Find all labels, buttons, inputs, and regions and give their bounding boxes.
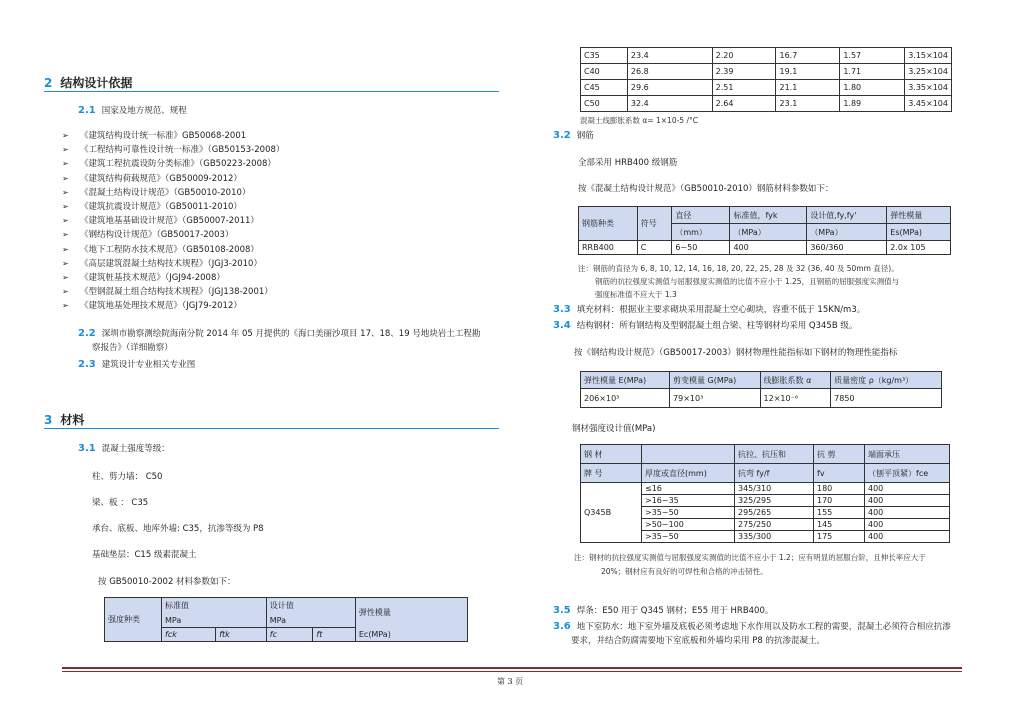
table-header: （刨平顶紧）fce [865,464,950,483]
standard-text: 《建筑地基处理技术规范》（JGJ79-2012） [80,301,242,312]
table-row [581,64,952,80]
arrow-bullet-icon: ➢ [62,159,69,169]
table-cell: 400 [865,519,950,531]
table-cell: 2.20 [712,48,776,64]
table-cell: 1.57 [840,48,905,64]
table-header: 钢筋种类 [579,207,638,241]
subsection-text: 国家及地方规范、规程 [101,106,187,116]
table-cell: 7850 [831,389,942,408]
table-header: 厚度或直径(mm) [642,464,735,483]
rebar-table [578,206,951,255]
table-cell: 79×10³ [670,389,761,408]
table-cell: 1.89 [840,96,905,112]
arrow-bullet-icon: ➢ [62,230,69,240]
arrow-bullet-icon: ➢ [62,272,69,282]
section-divider [44,91,499,92]
table-cell: 335/300 [735,531,814,543]
table-header: 弹性模量 [887,207,951,224]
table-cell: 295/265 [735,507,814,519]
table-cell: 2.0x 105 [887,241,951,255]
steel-strength-table [580,444,950,543]
table-cell: RRB400 [579,241,638,255]
table-header: 钢 材 [581,445,642,464]
table-header-unit: （MPa） [730,224,807,241]
table-cell: 3.15×104 [905,48,952,64]
standard-text: 《钢结构设计规范》（GB50017-2003） [80,230,234,241]
table-cell: 3.45×104 [905,96,952,112]
concrete-param-table [104,597,468,642]
steel-note: 20%；钢材应有良好的可焊性和合格的冲击韧性。 [601,567,768,576]
subsection-text: 地下室防水：地下室外墙及底板必须考虑地下水作用以及防水工程的需要，混凝土必须符合相应抗渗 [576,622,951,632]
footer-rule [62,667,962,669]
table-cell: 6~50 [672,241,730,255]
table-cell: 2.39 [712,64,776,80]
table-header-unit: MPa [266,614,355,628]
subsection-number: 3.4 [553,320,571,331]
standard-list-item [62,172,284,186]
standard-text: 《建筑结构荷载规范》（GB50009-2012） [80,173,242,184]
table-cell: C50 [581,96,628,112]
steel-props-table [580,371,942,408]
table-cell: 206×10³ [581,389,670,408]
standard-text: 《建筑地基基础设计规范》（GB50007-2011） [80,216,259,227]
table-header-unit: （MPa） [807,224,887,241]
steel-strength-title: 钢材强度设计值(MPa) [572,424,656,434]
subsection-number: 2.1 [78,105,96,116]
subsection-text: 建筑设计专业相关专业图 [101,360,196,370]
subsection-text: 深圳市勘察测绘院海南分院 2014 年 05 月提供的《海口美丽沙项目 17、18、19 号地块岩土工程勘 [101,329,481,339]
table-row [581,80,952,96]
arrow-bullet-icon: ➢ [62,216,69,226]
table-header: 符号 [637,207,672,241]
subsection-text: 混凝土强度等级： [101,444,170,454]
table-cell: 400 [865,531,950,543]
table-cell: 275/250 [735,519,814,531]
table-header-unit: Es(MPa) [887,224,951,241]
table-header-sub: fck [162,628,216,642]
table-cell: 2.64 [712,96,776,112]
table-header: 抗拉、抗压和 [735,445,814,464]
section-divider [44,428,499,429]
section-2-heading [44,74,132,91]
table-header: fv [814,464,865,483]
standard-list-item [62,186,284,200]
rebar-note: 注：钢筋的直径为 6, 8, 10, 12, 14, 16, 18, 20, 22, 25, 28 及 32 (36, 40 及 50mm 直径)。 [578,264,899,273]
subsection-number: 3.6 [553,621,571,632]
table-cell: 325/295 [735,495,814,507]
table-cell: 170 [814,495,865,507]
standard-list-item [62,228,284,242]
table-row [581,48,952,64]
table-cell: 175 [814,531,865,543]
subsection-3-5 [553,604,773,616]
table-cell: >16~35 [642,495,735,507]
table-cell: 400 [865,495,950,507]
table-cell: 1.80 [840,80,905,96]
table-cell: ≤16 [642,483,735,495]
subsection-text-cont: 要求，并结合防腐需要地下室底板和外墙均采用 P8 的抗渗混凝土。 [571,636,825,646]
subsection-3-2 [553,129,594,141]
subsection-3-6 [553,620,993,648]
standard-list-item [62,157,284,171]
table-header: 标准值 [162,598,267,614]
concrete-grade-line: 基础垫层：C15 级素混凝土 [92,550,197,560]
standard-text: 《建筑桩基技术规范》（JGJ94-2008） [80,272,225,283]
subsection-number: 3.3 [553,304,571,315]
table-cell: 26.8 [627,64,712,80]
standard-text: 《建筑工程抗震设防分类标准》（GB50223-2008） [80,159,276,170]
standard-list-item [62,214,284,228]
table-header: 剪变模量 G(MPa) [670,372,761,389]
subsection-text: 焊条：E50 用于 Q345 钢材；E55 用于 HRB400。 [576,606,774,616]
table-cell: 155 [814,507,865,519]
subsection-number: 2.2 [78,328,96,339]
standard-text: 《地下工程防水技术规范》（GB50108-2008） [80,244,259,255]
concrete-grade-line: 柱、剪力墙： C50 [92,472,163,482]
table-cell: 29.6 [627,80,712,96]
standard-text: 《高层建筑混凝土结构技术规程》（JGJ3-2010） [80,258,262,269]
table-cell: >50~100 [642,519,735,531]
standard-list-item [62,271,284,285]
subsection-3-4 [553,319,857,331]
subsection-text: 钢筋 [576,131,594,141]
subsection-text: 结构钢材：所有钢结构及型钢混凝土组合梁、柱等钢材均采用 Q345B 级。 [576,321,858,331]
subsection-text-cont: 察报告》（详细勘察） [92,343,173,353]
table-header: 设计值,fy,fy' [807,207,887,224]
table-cell: 23.1 [776,96,840,112]
standard-text: 《型钢混凝土组合结构技术规程》（JGJ138-2001） [80,287,273,298]
table-header-unit: Ec(MPa) [355,628,467,642]
table-header: 抗弯 fy/f [735,464,814,483]
subsection-number: 3.5 [553,605,571,616]
standard-list-item [62,285,284,299]
steel-grade-cell: Q345B [581,483,642,543]
table-header-sub: fc [266,628,313,642]
table-cell: 360/360 [807,241,887,255]
table-cell: C [637,241,672,255]
table-cell: 23.4 [627,48,712,64]
arrow-bullet-icon: ➢ [62,145,69,155]
standard-text: 《建筑抗震设计规范》（GB50011-2010） [80,201,242,212]
table-header: 线膨胀系数 α [760,372,831,389]
steel-note: 注：钢材的抗拉强度实测值与屈服强度实测值的比值不应小于 1.2；应有明显的屈服台阶，且伸长率应大于 [574,553,926,562]
section-number: 2 [44,76,53,90]
rebar-note: 钢筋的抗拉强度实测值与屈服强度实测值的比值不应小于 1.25，且钢筋的屈服强度实测值与 [595,277,900,286]
standard-text: 《建筑结构设计统一标准》GB50068-2001 [80,131,247,141]
section-number: 3 [44,413,53,427]
standards-list [62,129,284,313]
table-cell: 180 [814,483,865,495]
table-cell: 21.1 [776,80,840,96]
table-header: 质量密度 ρ（kg/m³） [831,372,942,389]
subsection-number: 3.2 [553,130,571,141]
concrete-grade-line: 承台、底板、地库外墙: C35，抗渗等级为 P8 [92,524,264,534]
footer-rule-thin [62,671,962,672]
standard-list-item [62,299,284,313]
table-header: 牌 号 [581,464,642,483]
arrow-bullet-icon: ➢ [62,287,69,297]
steel-props-intro: 按《钢结构设计规范》（GB50017-2003）钢材物理性能指标如下钢材的物理性能指标 [574,348,898,358]
table-header-unit: MPa [162,614,267,628]
table-cell: 19.1 [776,64,840,80]
subsection-3-1 [78,442,170,454]
subsection-2-1 [78,104,187,116]
table-header-sub: ftk [216,628,267,642]
arrow-bullet-icon: ➢ [62,173,69,183]
section-3-heading [44,411,84,428]
subsection-3-3 [553,303,865,315]
standard-text: 《混凝土结构设计规范》（GB50010-2010） [80,187,251,198]
table-row [581,96,952,112]
subsection-number: 3.1 [78,443,96,454]
concrete-grade-line: 梁、板 ： C35 [92,498,149,508]
table-header-sub: ft [313,628,355,642]
table-header: 弹性模量 E(MPa) [581,372,670,389]
rebar-statement: 全部采用 HRB400 级钢筋 [578,158,678,168]
subsection-text: 填充材料：根据业主要求砌块采用混凝土空心砌块，容重不低于 15KN/m3。 [576,305,866,315]
subsection-2-2 [78,327,518,355]
table-cell: 3.35×104 [905,80,952,96]
table-cell: 32.4 [627,96,712,112]
arrow-bullet-icon: ➢ [62,258,69,268]
table-header: 直径 [672,207,730,224]
table-cell: 400 [865,483,950,495]
arrow-bullet-icon: ➢ [62,244,69,254]
table-header-unit: （mm） [672,224,730,241]
arrow-bullet-icon: ➢ [62,201,69,211]
page-number: 第 3 页 [497,677,524,686]
section-title: 结构设计依据 [60,76,133,90]
subsection-number: 2.3 [78,359,96,370]
table-cell: 345/310 [735,483,814,495]
standard-list-item [62,243,284,257]
standard-list-item [62,257,284,271]
table-cell: C45 [581,80,628,96]
table-header: 标准值，fyk [730,207,807,224]
table-header: 弹性模量 [355,598,467,628]
table-cell: 400 [730,241,807,255]
table-cell: C40 [581,64,628,80]
standard-text: 《工程结构可靠性设计统一标准》（GB50153-2008） [80,145,285,156]
table-row [581,483,950,495]
section-title: 材料 [60,413,85,427]
rebar-params-intro: 按《混凝土结构设计规范》（GB50010-2010）钢筋材料参数如下： [578,184,834,194]
table-cell: 1.71 [840,64,905,80]
table-cell: C35 [581,48,628,64]
expansion-note: 混凝土线膨胀系数 α= 1×10-5 /°C [580,116,698,125]
table-cell: >35~50 [642,507,735,519]
table-cell: 3.25×104 [905,64,952,80]
table-cell: 2.51 [712,80,776,96]
table-header: 抗 剪 [814,445,865,464]
concrete-grade-table [580,47,952,112]
arrow-bullet-icon: ➢ [62,301,69,311]
concrete-params-intro: 按 GB50010-2002 材料参数如下： [98,577,236,587]
standard-list-item [62,200,284,214]
table-cell: 400 [865,507,950,519]
arrow-bullet-icon: ➢ [62,131,69,140]
rebar-note: 强度标准值不应大于 1.3 [595,290,677,299]
table-cell: >35~50 [642,531,735,543]
standard-list-item [62,143,284,157]
table-cell: 16.7 [776,48,840,64]
table-cell: 145 [814,519,865,531]
standard-list-item [62,129,284,143]
table-header: 强度种类 [105,598,162,642]
table-header: 设计值 [266,598,355,614]
table-cell: 12×10⁻⁶ [760,389,831,408]
table-header: 端面承压 [865,445,950,464]
arrow-bullet-icon: ➢ [62,187,69,197]
subsection-2-3 [78,358,195,370]
